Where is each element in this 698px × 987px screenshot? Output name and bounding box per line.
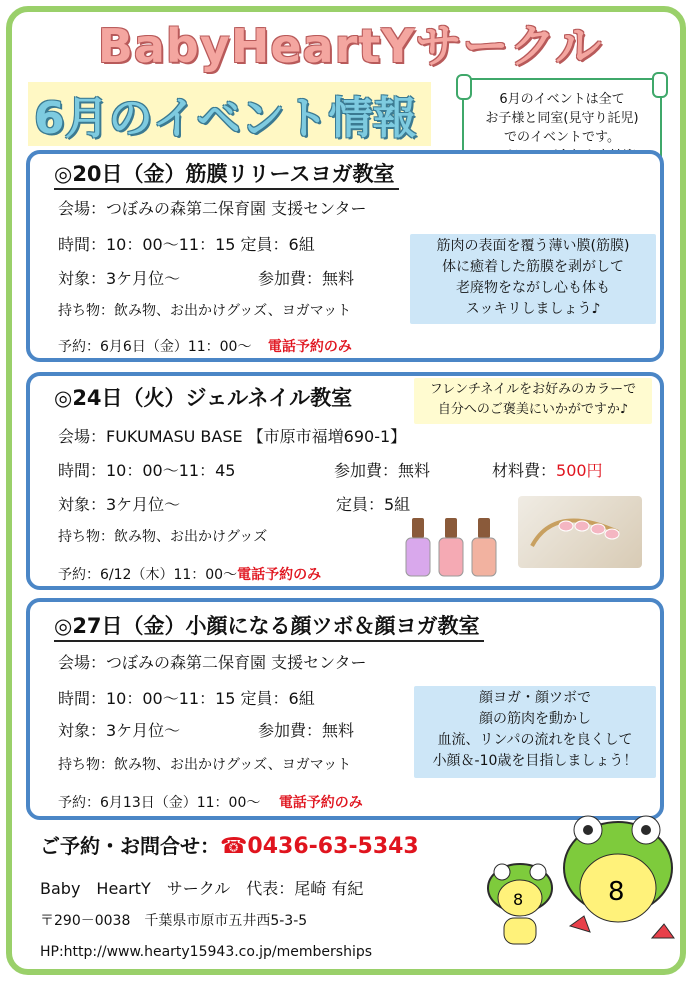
event-reserve (58, 792, 363, 812)
event-note (414, 378, 652, 424)
reserve-note: 電話予約のみ (237, 567, 322, 583)
reserve-date: 予約：6/12（木）11：00～ (58, 567, 238, 583)
event-title: ◎20日（金）筋膜リリースヨガ教室 (54, 158, 399, 190)
event-items: 持ち物：飲み物、お出かけグッズ (58, 529, 268, 545)
contact-org: Baby HeartY サークル 代表：尾崎 有紀 (40, 879, 364, 898)
polish-bottle-2 (439, 518, 463, 576)
frog-mascot-large-icon (556, 808, 686, 958)
event-card-1 (26, 150, 664, 362)
material-value: 500円 (556, 461, 603, 480)
event-items: 持ち物：飲み物、お出かけグッズ、ヨガマット (58, 757, 352, 773)
contact-line (40, 830, 419, 859)
reserve-date: 予約：6月6日（金）11：00～ (58, 339, 252, 355)
note-line: 老廃物をながし心も体も (456, 280, 610, 296)
nail-tips-icon (518, 496, 642, 568)
page-title: BabyHeartYサークル (97, 19, 603, 73)
contact-label: ご予約・お問合せ： (40, 834, 220, 858)
note-line: 自分へのご褒美にいかがですか♪ (437, 402, 629, 417)
note-line: 血流、リンパの流れを良くして (437, 732, 633, 748)
event-fee: 参加費：無料 (334, 461, 431, 480)
event-venue: 会場：つぼみの森第二保育園 支援センター (58, 199, 367, 218)
event-time: 時間：10：00～11：15 定員：6組 (58, 235, 315, 254)
event-note (410, 234, 656, 324)
header-note-line: でのイベントです。 (504, 130, 620, 145)
event-fee: 参加費：無料 (258, 721, 355, 740)
header-note-line: お子様と同室(見守り託児) (485, 111, 639, 126)
event-venue: 会場：つぼみの森第二保育園 支援センター (58, 653, 367, 672)
event-target: 対象：3ケ月位～ (58, 269, 181, 288)
event-fee: 参加費：無料 (258, 269, 355, 288)
event-time: 時間：10：00～11：45 (58, 461, 236, 480)
contact-address: 〒290－0038 千葉県市原市五井西5-3-5 (40, 913, 308, 929)
event-card-3 (26, 598, 664, 820)
polish-bottle-3 (472, 518, 496, 576)
note-line: スッキリしましょう♪ (465, 301, 601, 317)
note-line: フレンチネイルをお好みのカラーで (429, 382, 637, 397)
polish-bottle-1 (406, 518, 430, 576)
event-reserve (58, 564, 321, 584)
event-time: 時間：10：00～11：15 定員：6組 (58, 689, 315, 708)
note-line: 体に癒着した筋膜を剥がして (442, 259, 624, 275)
event-target: 対象：3ケ月位～ (58, 721, 181, 740)
note-line: 顔の筋肉を動かし (479, 711, 591, 727)
event-material-fee (492, 458, 603, 481)
event-card-2 (26, 372, 664, 590)
nail-polish-icon (402, 518, 502, 580)
event-venue: 会場：FUKUMASU BASE 【市原市福増690-1】 (58, 427, 407, 446)
event-title: ◎27日（金）小顔になる顔ツボ＆顔ヨガ教室 (54, 610, 484, 642)
contact-phone: ☎0436-63-5343 (220, 834, 419, 859)
material-label: 材料費： (492, 461, 557, 480)
nail-sample-photo (518, 496, 642, 568)
note-line: 筋肉の表面を覆う薄い膜(筋膜) (436, 238, 630, 254)
svg-text:8: 8 (513, 890, 524, 909)
event-reserve (58, 336, 352, 356)
reserve-date: 予約：6月13日（金）11：00～ (58, 795, 261, 811)
event-title: ◎24日（火）ジェルネイル教室 (54, 386, 353, 410)
contact-url: HP:http://www.hearty15943.co.jp/memberships (40, 944, 373, 960)
note-line: 顔ヨガ・顔ツボで (479, 690, 591, 706)
page-subtitle: 6月のイベント情報 (28, 82, 431, 146)
note-line: 小顔＆-10歳を目指しましょう！ (432, 753, 638, 769)
event-capacity: 定員：5組 (336, 495, 411, 514)
svg-text:8: 8 (608, 877, 625, 907)
frog-mascot-small-icon (480, 858, 560, 958)
reserve-note: 電話予約のみ (278, 795, 363, 811)
event-note (414, 686, 656, 778)
header-note-line: 6月のイベントは全て (499, 92, 625, 107)
event-target: 対象：3ケ月位～ (58, 495, 181, 514)
event-items: 持ち物：飲み物、お出かけグッズ、ヨガマット (58, 303, 352, 319)
reserve-note: 電話予約のみ (267, 339, 352, 355)
